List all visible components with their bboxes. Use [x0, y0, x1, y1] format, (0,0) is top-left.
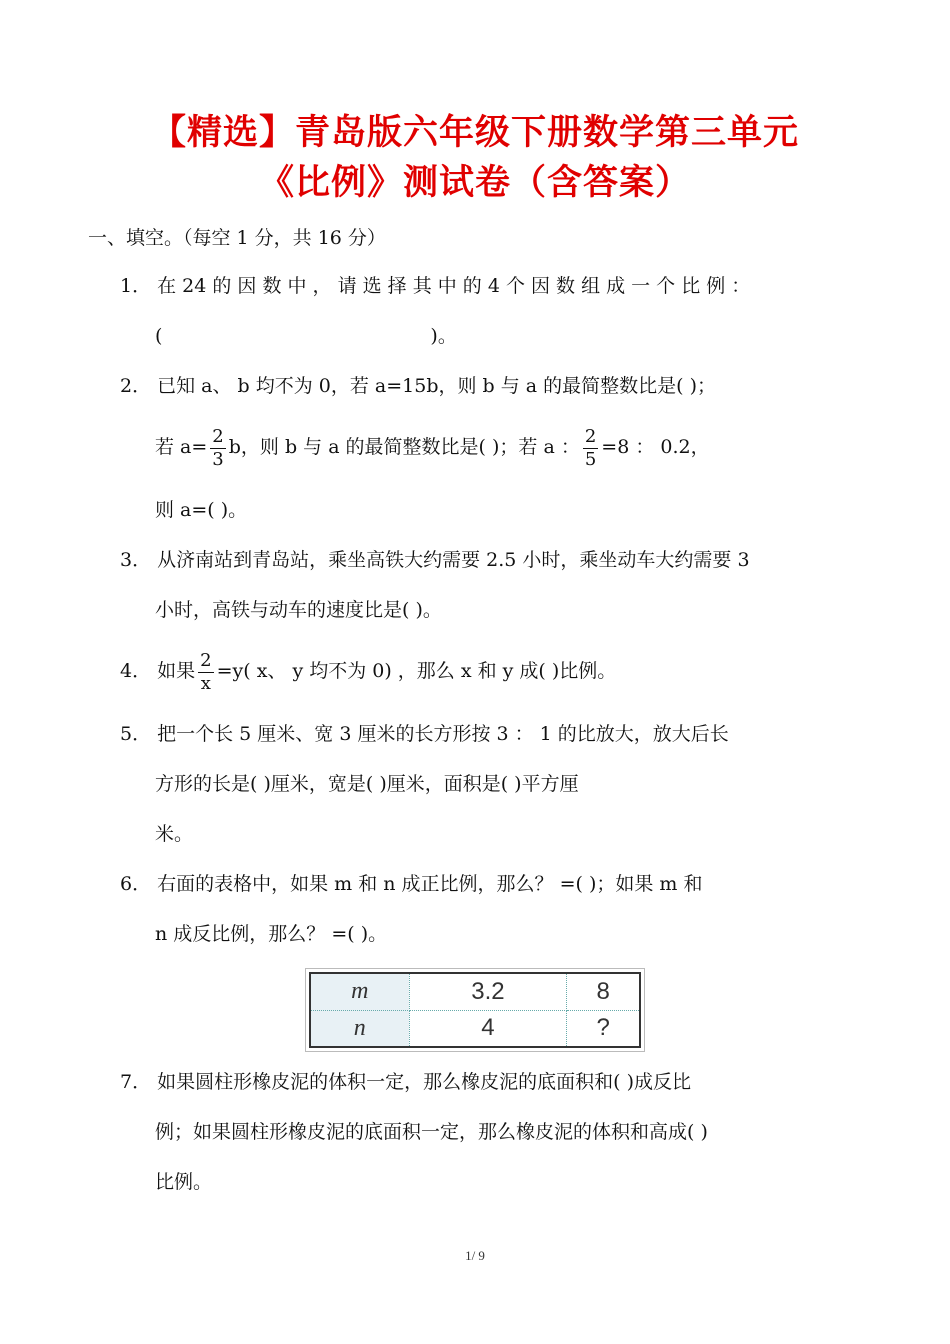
question-2-line-3: 则 a=( )。	[155, 499, 248, 521]
question-6-line-1: 6． 右面的表格中，如果 m 和 n 成正比例，那么？ =( )；如果 m 和	[120, 873, 703, 895]
q2-text-b: b，则 b 与 a 的最简整数比是( )；若 a ：	[228, 436, 580, 458]
table-row	[310, 973, 640, 1010]
fraction-two-fifths: $\frac{2}{5}$	[584, 425, 597, 470]
table-cell: 3.2	[409, 973, 567, 1010]
q4-suffix: =y( x、 y 均不为 0) ，那么 x 和 y 成( )比例。	[216, 660, 617, 682]
table-cell: 8	[567, 973, 640, 1010]
question-5-line-3: 米。	[155, 823, 194, 845]
question-2-line-1: 2． 已知 a、 b 均不为 0，若 a=15b，则 b 与 a 的最简整数比是( )；	[120, 375, 717, 397]
document-title-line-1: 【精选】青岛版六年级下册数学第三单元	[150, 112, 799, 153]
question-1-line-1: 1． 在 24 的 因 数 中 ， 请 选 择 其 中 的 4 个 因 数 组 成 一 个 比 例 ：	[120, 275, 751, 297]
answer-blank-close: )。	[430, 325, 457, 347]
question-3-line-1: 3． 从济南站到青岛站，乘坐高铁大约需要 2.5 小时，乘坐动车大约需要 3	[120, 549, 750, 571]
question-6-line-2: n 成反比例，那么？ =( )。	[155, 923, 388, 945]
question-2-line-2	[155, 420, 710, 474]
question-4-line-1	[120, 644, 616, 698]
question-7-line-2: 例；如果圆柱形橡皮泥的底面积一定，那么橡皮泥的体积和高成( )	[155, 1121, 708, 1143]
q4-prefix: 4． 如果	[120, 660, 196, 682]
m-n-table-grid	[309, 972, 641, 1048]
question-7-line-1: 7． 如果圆柱形橡皮泥的体积一定，那么橡皮泥的底面积和( )成反比	[120, 1071, 691, 1093]
section-heading: 一、填空。（每空 1 分，共 16 分）	[88, 227, 386, 249]
q2-text-c: =8 ： 0.2，	[601, 436, 710, 458]
question-7-line-3: 比例。	[155, 1171, 213, 1193]
question-1-line-2	[155, 323, 457, 349]
question-5-line-2: 方形的长是( )厘米，宽是( )厘米，面积是( )平方厘	[155, 773, 579, 795]
m-n-value-table	[305, 968, 645, 1052]
question-3-line-2: 小时，高铁与动车的速度比是( )。	[155, 599, 442, 621]
table-cell: ?	[567, 1010, 640, 1047]
question-5-line-1: 5． 把一个长 5 厘米、宽 3 厘米的长方形按 3 ： 1 的比放大，放大后长	[120, 723, 729, 745]
page-number: 1/ 9	[465, 1248, 485, 1263]
fraction-two-thirds: $\frac{2}{3}$	[212, 425, 224, 470]
table-cell-label: m	[310, 973, 409, 1010]
table-cell-label: n	[310, 1010, 409, 1047]
fraction-two-over-x: $\frac{2}{x}$	[200, 649, 212, 694]
document-title-line-2: 《比例》测试卷（含答案）	[258, 162, 691, 203]
q2-text-a: 若 a=	[155, 436, 208, 458]
answer-blank-open: (	[155, 325, 163, 347]
table-row	[310, 1010, 640, 1047]
table-cell: 4	[409, 1010, 567, 1047]
